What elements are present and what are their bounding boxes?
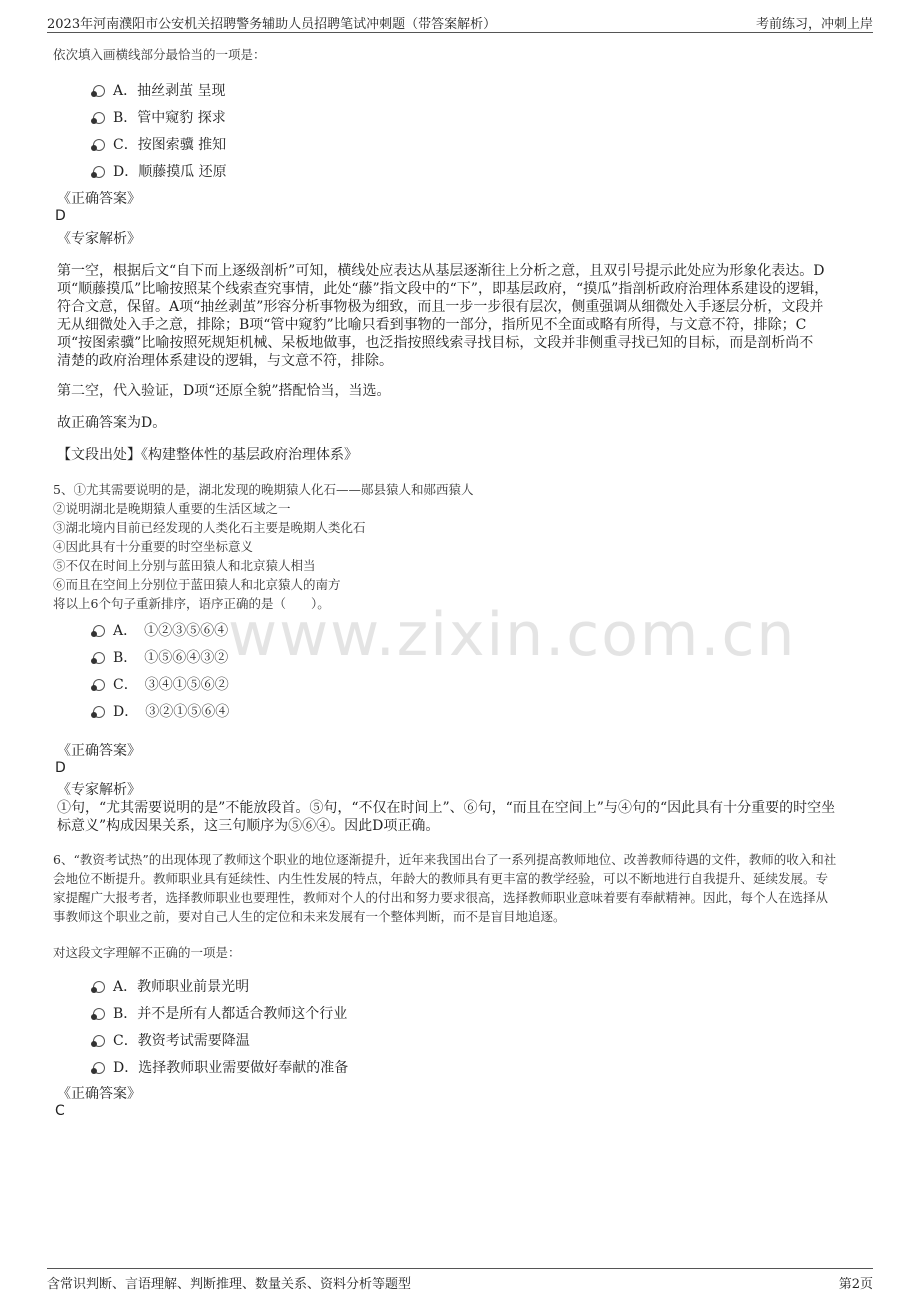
radio-icon[interactable] [93,706,105,718]
q5-analysis: ①句，“尤其需要说明的是”不能放段首。⑤句，“不仅在时间上”、⑥句，“而且在空间上”与④句的“因此具有十分重要的时空坐 标意义”构成因果关系，这三句顺序为⑤⑥④。因此D项正确。 [57,800,836,834]
radio-icon[interactable] [93,166,105,178]
q4-prompt: 依次填入画横线部分最恰当的一项是： [53,47,266,62]
radio-icon[interactable] [93,1035,105,1047]
radio-icon[interactable] [93,981,105,993]
page-number: 第2页 [838,1277,873,1292]
radio-icon[interactable] [93,625,105,637]
document-title: 2023年河南濮阳市公安机关招聘警务辅助人员招聘笔试冲刺题（带答案解析） [47,17,497,32]
radio-icon[interactable] [93,652,105,664]
radio-icon[interactable] [93,139,105,151]
q5-analysis-label: 《专家解析》 [57,782,141,798]
radio-icon[interactable] [93,112,105,124]
page-footer [47,1268,873,1291]
q6-answer: C [55,1103,65,1119]
radio-icon[interactable] [93,679,105,691]
q4-analysis: 第一空，根据后文“自下而上逐级剖析”可知，横线处应表达从基层逐渐往上分析之意，且双引号提示此处应为形象化表达。D 项“顺藤摸瓜”比喻按照某个线索查究事情，此处“藤”指文段中的“下”，即基层政府，“摸瓜”指剖析政府治理体系建设的逻辑， 符合文意，保留。A项“抽丝剥茧”形容分析事物极为细致，而且一步一步很有层次，侧重强调从细微处入手逐层分析，文段并 无从细微处入手之意，排除；B项“管中窥豹”比喻只看到事物的一部分，指所见不全面或略有所得，与文意不符，排除；C 项“按图索骥”比喻按照死规矩机械、呆板地做事，也泛指按照线索寻找目标，文段并非侧重寻找已知的目标，而是剖析尚不 清楚的政府治理体系建设的逻辑，与文意不符，排除。 [57,263,829,369]
q5-answer-label: 《正确答案》 [57,743,141,759]
q4-analysis-label: 《专家解析》 [57,231,141,247]
footer-note: 含常识判断、言语理解、判断推理、数量关系、资料分析等题型 [47,1277,412,1292]
q4-analysis-p3: 故正确答案为D。 [57,415,167,431]
page-header [47,10,873,33]
q4-answer-label: 《正确答案》 [57,191,141,207]
q5-stem: 5、①尤其需要说明的是，湖北发现的晚期猿人化石——郧县猿人和郧西猿人 ②说明湖北是晚期猿人重要的生活区域之一 ③湖北境内目前已经发现的人类化石主要是晚期人类化石 ④因此具有十分重要的时空坐标意义 ⑤不仅在时间上分别与蓝田猿人和北京猿人相当 ⑥而且在空间上分别位于蓝田猿人和北京猿人的南方 将以上6个句子重新排序，语序正确的是（ ）。 [53,482,474,611]
q4-answer: D [55,208,66,224]
watermark: www.zixin.com.cn [228,600,797,670]
q6-stem: 6、“教资考试热”的出现体现了教师这个职业的地位逐渐提升，近年来我国出台了一系列提高教师地位、改善教师待遇的文件，教师的收入和社 会地位不断提升。教师职业具有延续性、内生性发展的特点，年龄大的教师具有更丰富的教学经验，可以不断地进行自我提升、延续发展。专 家提醒广大报考者，选择教师职业也要理性，教师对个人的付出和努力要求很高，选择教师职业意味着要有奉献精神。因此，每个人在选择从 事教师这个职业之前，要对自己人生的定位和未来发展有一个整体判断，而不是盲目地追逐。 [53,852,837,924]
q6-prompt: 对这段文字理解不正确的一项是： [53,945,241,960]
radio-icon[interactable] [93,1008,105,1020]
q6-answer-label: 《正确答案》 [57,1086,141,1102]
q4-analysis-p2: 第二空，代入验证，D项“还原全貌”搭配恰当，当选。 [57,383,391,399]
radio-icon[interactable] [93,85,105,97]
radio-icon[interactable] [93,1062,105,1074]
header-slogan: 考前练习，冲刺上岸 [755,17,873,32]
q4-source: 【文段出处】《构建整体性的基层政府治理体系》 [57,447,358,463]
q5-answer: D [55,760,66,776]
